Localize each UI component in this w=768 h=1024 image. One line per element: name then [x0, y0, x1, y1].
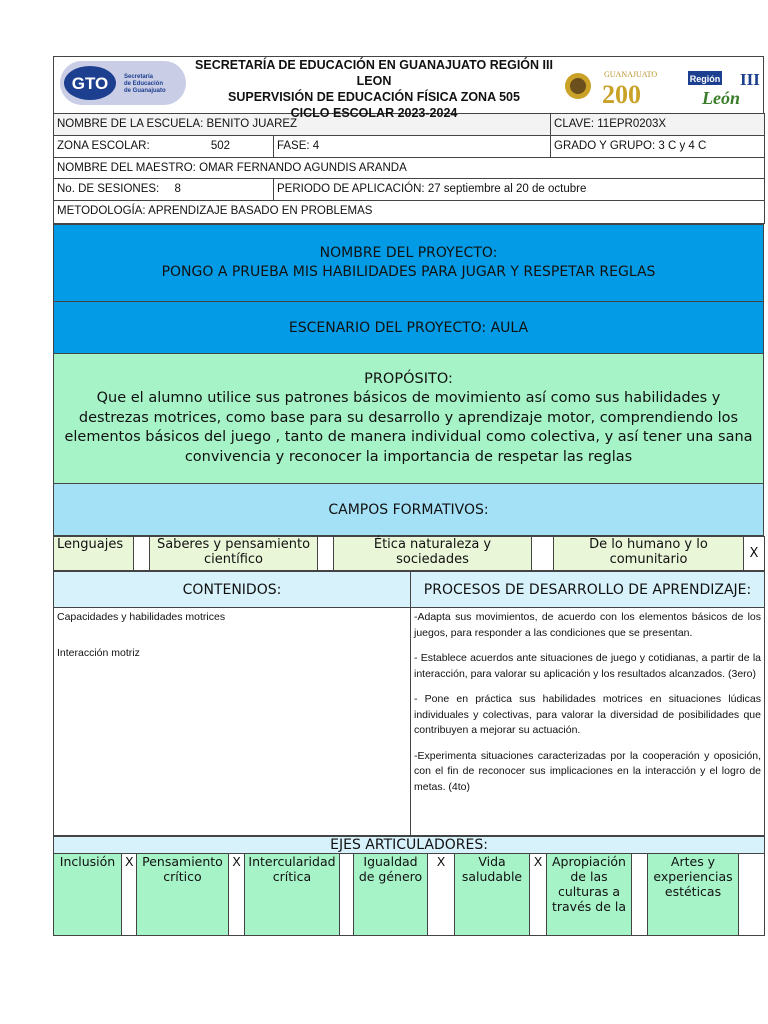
proceso-item: -Adapta sus movimientos, de acuerdo con los elementos básicos de los juegos, para responder a las condiciones que se presentan. — [414, 611, 761, 639]
eje-inclusion-mark: X — [122, 854, 137, 936]
contenido-item: Interacción motriz — [57, 646, 140, 659]
metodologia: METODOLOGÍA: APRENDIZAJE BASADO EN PROBLEMAS — [54, 201, 765, 224]
eje-igualdad: Igualdad de género — [354, 854, 428, 936]
eje-vida-saludable: Vida saludable — [455, 854, 530, 936]
campo-saberes: Saberes y pensamiento científico — [150, 537, 318, 571]
project-name: PONGO A PRUEBA MIS HABILIDADES PARA JUGAR Y RESPETAR REGLAS — [161, 264, 656, 280]
campos-title: CAMPOS FORMATIVOS: — [54, 484, 764, 536]
eje-pensamiento: Pensamiento crítico — [137, 854, 229, 936]
region-leon-logo — [688, 69, 764, 107]
header-line-1: SECRETARÍA DE EDUCACIÓN EN GUANAJUATO REGIÓN III LEON — [195, 58, 553, 88]
guanajuato-logo-number: 200 — [602, 80, 641, 107]
campo-lenguajes: Lenguajes — [54, 537, 134, 571]
gto-logo — [60, 61, 186, 105]
ejes-title: EJES ARTICULADORES: — [54, 837, 765, 854]
project-cell — [54, 225, 764, 302]
header-title-block — [194, 57, 554, 121]
planning-document — [53, 56, 764, 936]
contenidos-title: CONTENIDOS: — [54, 572, 411, 608]
eje-interculturalidad: Intercularidad crítica — [245, 854, 340, 936]
ejes-table — [53, 836, 765, 936]
proceso-item: - Pone en práctica sus habilidades motrices en situaciones lúdicas individuales y colectivas, para valorar la diversidad de posibilidades que contribuyen a mejorar su actuación. — [414, 693, 761, 736]
procesos-list — [411, 608, 765, 836]
contenidos-list — [54, 608, 411, 836]
guanajuato-logo-text: GUANAJUATO — [604, 70, 658, 79]
content-table — [53, 571, 765, 836]
purpose-cell — [54, 354, 764, 484]
project-label: NOMBRE DEL PROYECTO: — [319, 245, 498, 261]
campo-etica-mark — [532, 537, 554, 571]
sesiones-cell — [54, 179, 274, 201]
campo-humano-mark: X — [744, 537, 765, 571]
document-header — [53, 56, 764, 120]
eje-artes: Artes y experiencias estéticas — [648, 854, 739, 936]
gto-logo-sub3: de Guanajuato — [124, 88, 166, 94]
contenido-item: Capacidades y habilidades motrices — [57, 611, 226, 623]
info-table — [53, 113, 765, 224]
proceso-item: - Establece acuerdos ante situaciones de juego y cotidianas, a partir de la interacción, para valorar su aplicación y los resultados alcanzados. (3ero) — [414, 652, 761, 680]
guanajuato-200-logo — [564, 65, 674, 107]
eje-apropiacion-mark — [632, 854, 648, 936]
project-table — [53, 224, 764, 536]
eje-inclusion: Inclusión — [54, 854, 122, 936]
school-key: CLAVE: 11EPR0203X — [551, 114, 765, 136]
region-logo-number: III — [740, 70, 760, 89]
procesos-title: PROCESOS DE DESARROLLO DE APRENDIZAJE: — [411, 572, 765, 608]
region-logo-bottom: León — [702, 88, 740, 107]
gto-logo-sub1: Secretaría — [124, 74, 154, 80]
zona-value: 502 — [210, 140, 230, 152]
teacher-name: NOMBRE DEL MAESTRO: OMAR FERNANDO AGUNDIS ARANDA — [54, 158, 765, 179]
purpose-label: PROPÓSITO: — [364, 370, 453, 387]
sesiones-label: No. DE SESIONES: — [57, 183, 160, 195]
region-logo-top: Región — [689, 74, 721, 84]
gto-logo-sub2: de Educación — [124, 81, 164, 87]
eje-interculturalidad-mark — [340, 854, 354, 936]
grado-grupo: GRADO Y GRUPO: 3 C y 4 C — [551, 136, 765, 158]
scenario: ESCENARIO DEL PROYECTO: AULA — [54, 302, 764, 354]
campo-etica: Ética naturaleza y sociedades — [334, 537, 532, 571]
gto-logo-text: GTO — [71, 74, 109, 93]
eje-vida-saludable-mark: X — [530, 854, 547, 936]
eje-igualdad-mark: X — [428, 854, 455, 936]
zona-label: ZONA ESCOLAR: — [57, 140, 150, 152]
eje-pensamiento-mark: X — [229, 854, 245, 936]
sesiones-value: 8 — [174, 183, 181, 195]
header-line-2: SUPERVISIÓN DE EDUCACIÓN FÍSICA ZONA 505 — [228, 90, 520, 104]
campos-table — [53, 536, 765, 571]
eje-apropiacion: Apropiación de las culturas a través de la — [547, 854, 632, 936]
header-line-3: CICLO ESCOLAR 2023-2024 — [290, 106, 458, 120]
proceso-item: -Experimenta situaciones caracterizadas por la cooperación y oposición, con el fin de reconocer sus implicaciones en la interacción y el logro de metas. (4to) — [414, 749, 761, 793]
campo-saberes-mark — [318, 537, 334, 571]
periodo: PERIODO DE APLICACIÓN: 27 septiembre al 20 de octubre — [274, 179, 765, 201]
eje-artes-mark — [739, 854, 765, 936]
zona-cell — [54, 136, 274, 158]
campo-lenguajes-mark — [134, 537, 150, 571]
campo-humano: De lo humano y lo comunitario — [554, 537, 744, 571]
purpose-text: Que el alumno utilice sus patrones básicos de movimiento así como sus habilidades y destrezas motrices, como base para su desarrollo y aprendizaje motor, comprendiendo los elementos básicos del juego , tanto de manera individual como colectiva, y así tener una sana convivencia y reconocer la importancia de respetar las reglas — [64, 390, 753, 465]
school-name: NOMBRE DE LA ESCUELA: BENITO JUAREZ — [54, 114, 551, 136]
fase: FASE: 4 — [274, 136, 551, 158]
